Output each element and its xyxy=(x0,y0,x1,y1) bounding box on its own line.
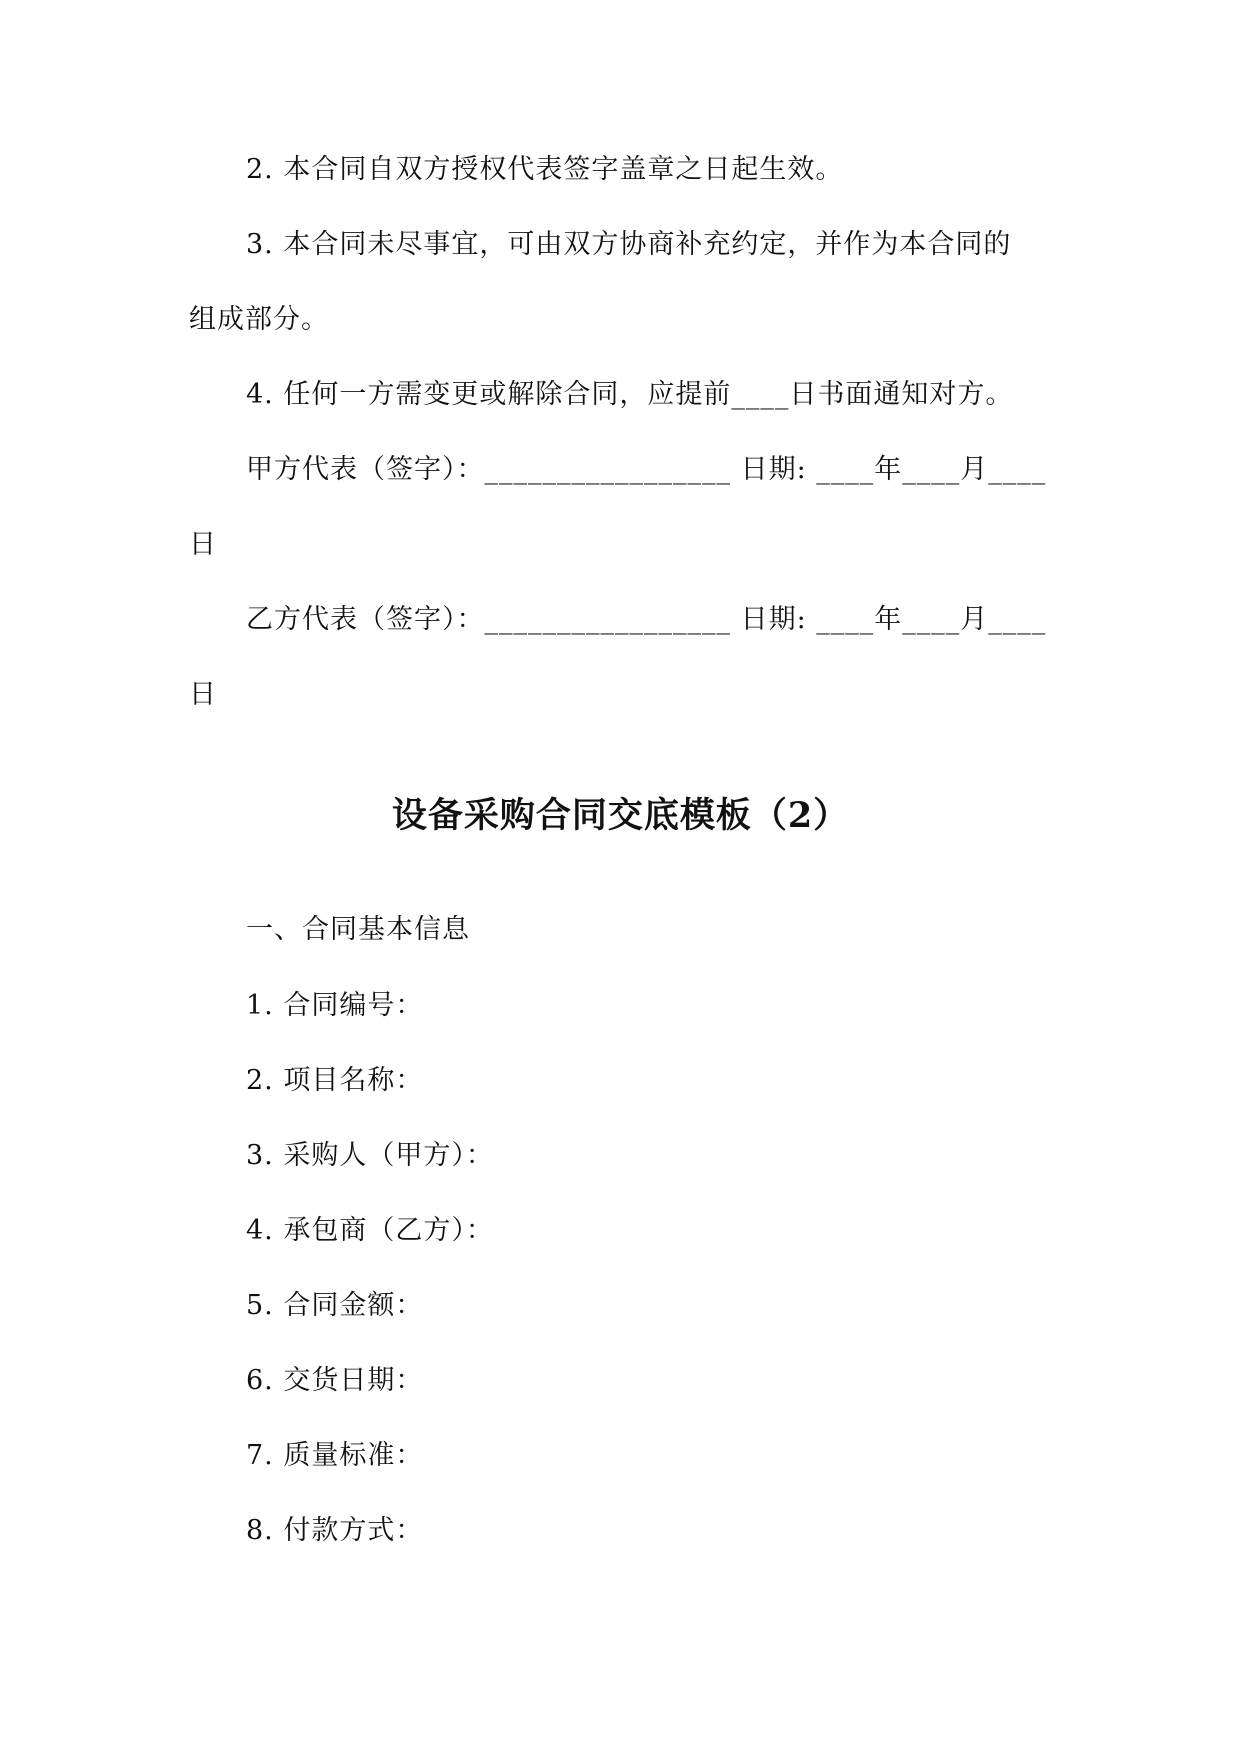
info-item-project-name: 2. 项目名称： xyxy=(246,1065,424,1096)
clause-3-line-2: 组成部分。 xyxy=(189,304,329,335)
party-b-signature-continuation: 日 xyxy=(189,679,217,710)
clause-3-line-1: 3. 本合同未尽事宜，可由双方协商补充约定，并作为本合同的 xyxy=(246,229,1012,260)
party-a-signature-line: 甲方代表（签字）：_________________ 日期: ____年____月____ xyxy=(246,454,1047,485)
party-b-signature-line: 乙方代表（签字）：_________________ 日期: ____年____月____ xyxy=(246,604,1047,635)
section-title: 设备采购合同交底模板（2） xyxy=(391,795,850,836)
info-item-contract-number: 1. 合同编号： xyxy=(246,990,424,1021)
clause-2: 2. 本合同自双方授权代表签字盖章之日起生效。 xyxy=(246,154,844,185)
info-item-delivery-date: 6. 交货日期： xyxy=(246,1365,424,1396)
info-item-contract-amount: 5. 合同金额： xyxy=(246,1290,424,1321)
section-heading: 一、合同基本信息 xyxy=(246,914,470,945)
info-item-purchaser: 3. 采购人（甲方）： xyxy=(246,1140,494,1171)
party-a-signature-continuation: 日 xyxy=(189,529,217,560)
clause-4: 4. 任何一方需变更或解除合同，应提前____日书面通知对方。 xyxy=(246,379,1014,410)
info-item-contractor: 4. 承包商（乙方）： xyxy=(246,1215,494,1246)
info-item-quality-standard: 7. 质量标准： xyxy=(246,1440,424,1471)
info-item-payment-method: 8. 付款方式： xyxy=(246,1515,424,1546)
